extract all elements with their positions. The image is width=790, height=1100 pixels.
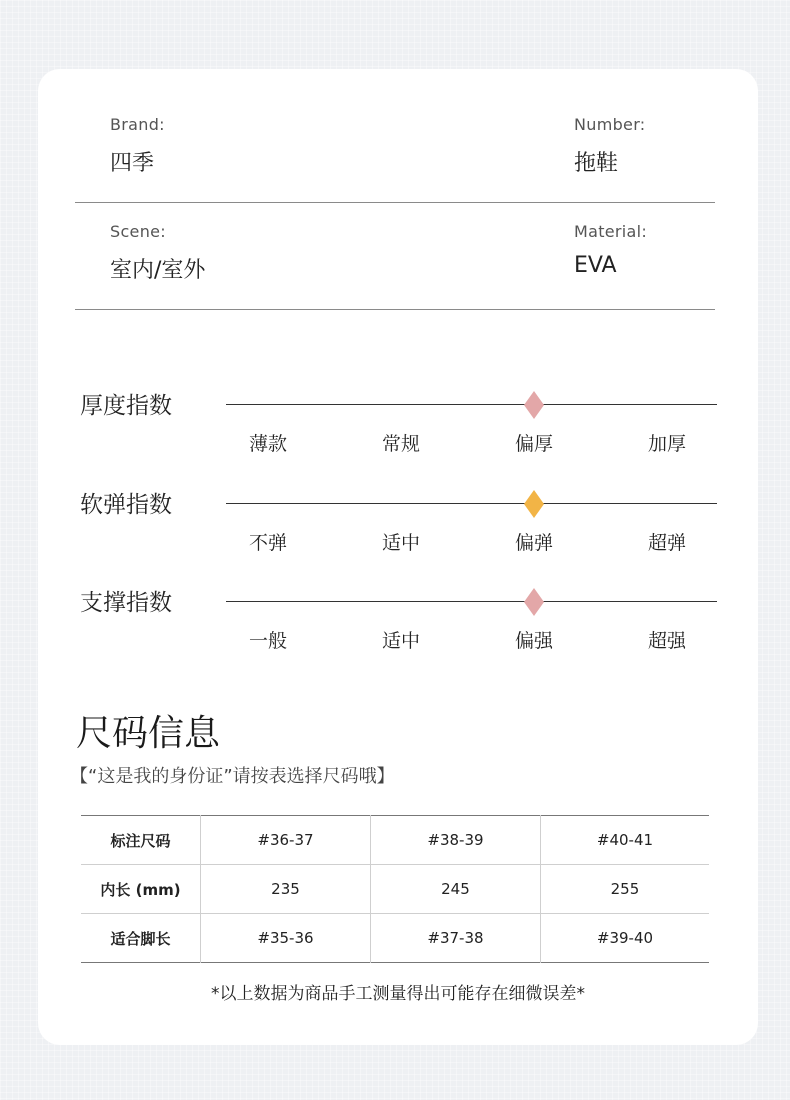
table-row <box>81 816 709 865</box>
spec-row-scene-material <box>75 202 715 310</box>
scale-option: 薄款 <box>248 433 287 455</box>
product-info-card <box>38 69 758 1045</box>
scale-marker-diamond-icon <box>524 588 544 616</box>
row-label: 内长 (mm) <box>81 865 201 914</box>
row-label: 标注尺码 <box>81 816 201 865</box>
table-cell: 255 <box>540 865 709 914</box>
scale-option: 适中 <box>381 630 420 652</box>
scale-option: 偏强 <box>514 630 553 652</box>
scale-title: 厚度指数 <box>80 393 172 419</box>
scale-title: 支撑指数 <box>80 590 172 616</box>
thickness-index <box>80 387 720 457</box>
scale-option: 偏弹 <box>514 532 553 554</box>
scale-option: 不弹 <box>248 532 287 554</box>
table-row <box>81 914 709 963</box>
scale-line <box>226 601 717 602</box>
spec-row-brand-number <box>75 95 715 203</box>
size-info-title: 尺码信息 <box>76 713 221 754</box>
spec-scene <box>110 222 205 284</box>
table-cell: 235 <box>201 865 371 914</box>
brand-label: Brand: <box>110 115 165 134</box>
table-cell: #40-41 <box>540 816 709 865</box>
brand-value: 四季 <box>110 151 155 176</box>
scale-option: 常规 <box>381 433 420 455</box>
table-cell: #35-36 <box>201 914 371 963</box>
table-cell: #37-38 <box>370 914 540 963</box>
scale-option: 一般 <box>248 630 287 652</box>
scene-value: 室内/室外 <box>110 258 206 283</box>
scale-line <box>226 404 717 405</box>
table-cell: #39-40 <box>540 914 709 963</box>
material-value: EVA <box>574 253 617 278</box>
table-cell: #38-39 <box>370 816 540 865</box>
spec-material <box>574 222 647 278</box>
scale-line <box>226 503 717 504</box>
spec-brand <box>110 115 165 177</box>
table-cell: #36-37 <box>201 816 371 865</box>
row-label: 适合脚长 <box>110 929 171 948</box>
support-index <box>80 584 720 654</box>
number-label: Number: <box>574 115 646 134</box>
spec-number <box>574 115 645 177</box>
table-cell: 245 <box>370 865 540 914</box>
material-label: Material: <box>574 222 648 241</box>
elasticity-index <box>80 486 720 556</box>
scale-title: 软弹指数 <box>80 492 172 518</box>
scale-marker-diamond-icon <box>524 391 544 419</box>
number-value: 拖鞋 <box>574 151 619 176</box>
scale-option: 超强 <box>647 630 686 652</box>
scale-marker-diamond-icon <box>524 490 544 518</box>
scene-label: Scene: <box>110 222 166 241</box>
scale-option: 偏厚 <box>514 433 553 455</box>
table-row <box>81 865 709 914</box>
scale-option: 超弹 <box>647 532 686 554</box>
size-info-subtitle: 【“这是我的身份证”请按表选择尺码哦】 <box>70 766 395 787</box>
scale-option: 加厚 <box>647 433 686 455</box>
size-table <box>81 815 709 963</box>
scale-option: 适中 <box>381 532 420 554</box>
measurement-note: *以上数据为商品手工测量得出可能存在细微误差* <box>211 984 585 1004</box>
